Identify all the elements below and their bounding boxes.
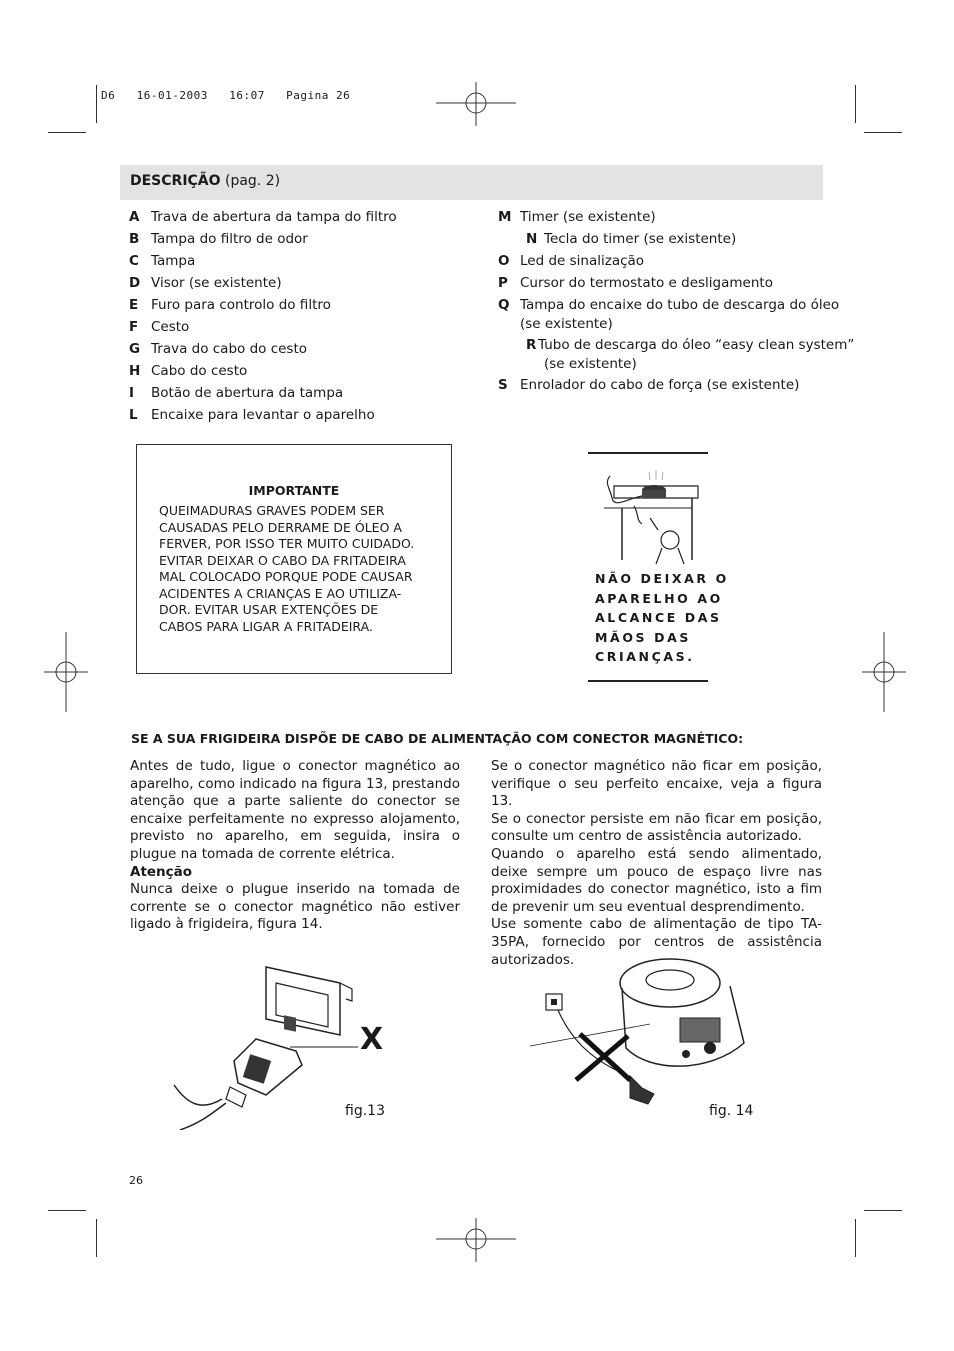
magnetic-left-column xyxy=(130,758,460,934)
crop-mark xyxy=(864,132,902,133)
list-item: Q Tampa do encaixe do tubo de descarga do óleo xyxy=(498,297,840,313)
list-item-continuation: (se existente) xyxy=(520,316,613,332)
registration-mark-right xyxy=(862,632,906,712)
paragraph: Use somente cabo de alimentação de tipo TA-35PA, fornecido por centros de assistência autorizados. xyxy=(491,916,822,968)
list-item: E Furo para controlo do filtro xyxy=(129,297,331,313)
registration-mark-bottom xyxy=(436,1218,516,1262)
list-item: P Cursor do termostato e desligamento xyxy=(498,275,773,291)
crop-mark xyxy=(855,1219,856,1257)
list-item: B Tampa do filtro de odor xyxy=(129,231,308,247)
list-item: H Cabo do cesto xyxy=(129,363,248,379)
warning-text: QUEIMADURAS GRAVES PODEM SER CAUSADAS PELO DERRAME DE ÓLEO A FERVER, POR ISSO TER MUITO CUIDADO. EVITAR DEIXAR O CABO DA FRITADEIRA MAL COLOCADO PORQUE PODE CAUSAR ACIDENTES A CRIANÇAS E AO UTILIZA- DOR. EVITAR USAR EXTENÇÕES DE CABOS PARA LIGAR A FRITADEIRA. xyxy=(159,503,415,634)
magnetic-right-column xyxy=(491,758,822,969)
list-item: M Timer (se existente) xyxy=(498,209,656,225)
section-header xyxy=(120,165,823,200)
fig14-fryer-illustration xyxy=(530,948,770,1108)
divider xyxy=(588,680,708,682)
parts-list-right xyxy=(498,206,854,396)
list-item: C Tampa xyxy=(129,253,196,269)
list-item: L Encaixe para levantar o aparelho xyxy=(129,407,375,423)
child-safety-illustration xyxy=(594,468,704,568)
warning-heading: IMPORTANTE xyxy=(248,483,340,498)
attention-heading: Atenção xyxy=(130,863,193,880)
list-item: I Botão de abertura da tampa xyxy=(129,385,344,401)
page-number: 26 xyxy=(129,1174,143,1187)
paragraph: Se o conector persiste em não ficar em posição, consulte um centro de assistência autorizado. xyxy=(491,810,822,845)
fig13-caption: fig.13 xyxy=(345,1103,385,1119)
list-item: N Tecla do timer (se existente) xyxy=(526,231,737,247)
magnetic-connector-title: SE A SUA FRIGIDEIRA DISPÕE DE CABO DE ALIMENTAÇÃO COM CONECTOR MAGNÉTICO: xyxy=(131,731,744,746)
section-title: DESCRIÇÃO (pag. 2) xyxy=(130,173,281,189)
paragraph: Nunca deixe o plugue inserido na tomada de corrente se o conector magnético não estiver ligado à frigideira, figura 14. xyxy=(130,881,460,933)
print-header: D6 16-01-2003 16:07 Pagina 26 xyxy=(101,89,351,102)
registration-mark-left xyxy=(44,632,88,712)
list-item: G Trava do cabo do cesto xyxy=(129,341,308,357)
important-warning-box xyxy=(136,444,452,674)
x-mark: X xyxy=(360,1022,384,1057)
crop-mark xyxy=(864,1210,902,1211)
crop-mark xyxy=(96,85,97,123)
crop-mark xyxy=(855,85,856,123)
children-warning-text: NÃO DEIXAR O APARELHO AO ALCANCE DAS MÃOS DAS CRIANÇAS. xyxy=(595,571,729,664)
list-item: D Visor (se existente) xyxy=(129,275,282,291)
list-item: R Tubo de descarga do óleo “easy clean system” xyxy=(526,337,855,353)
paragraph: Quando o aparelho está sendo alimentado, deixe sempre um pouco de espaço livre nas proximidades do conector magnético, isto a fim de prevenir um seu eventual desprendimento. xyxy=(491,845,822,915)
registration-mark-top xyxy=(436,82,516,126)
list-item: A Trava de abertura da tampa do filtro xyxy=(129,209,397,225)
list-item: O Led de sinalização xyxy=(498,253,645,269)
fig14-caption: fig. 14 xyxy=(709,1103,754,1119)
paragraph: Se o conector magnético não ficar em posição, verifique o seu perfeito encaixe, veja a figura 13. xyxy=(491,758,822,810)
crop-mark xyxy=(96,1219,97,1257)
list-item-continuation: (se existente) xyxy=(544,356,637,372)
crop-mark xyxy=(48,1210,86,1211)
list-item: S Enrolador do cabo de força (se existente) xyxy=(498,377,800,393)
parts-list-left xyxy=(129,206,397,426)
paragraph: Antes de tudo, ligue o conector magnético ao aparelho, como indicado na figura 13, prestando atenção que a parte saliente do conector se encaixe perfeitamente no expresso alojamento, previsto no aparelho, em seguida, insira o plugue na tomada de corrente elétrica. xyxy=(130,758,460,862)
list-item: F Cesto xyxy=(129,319,190,335)
divider xyxy=(588,452,708,454)
crop-mark xyxy=(48,132,86,133)
